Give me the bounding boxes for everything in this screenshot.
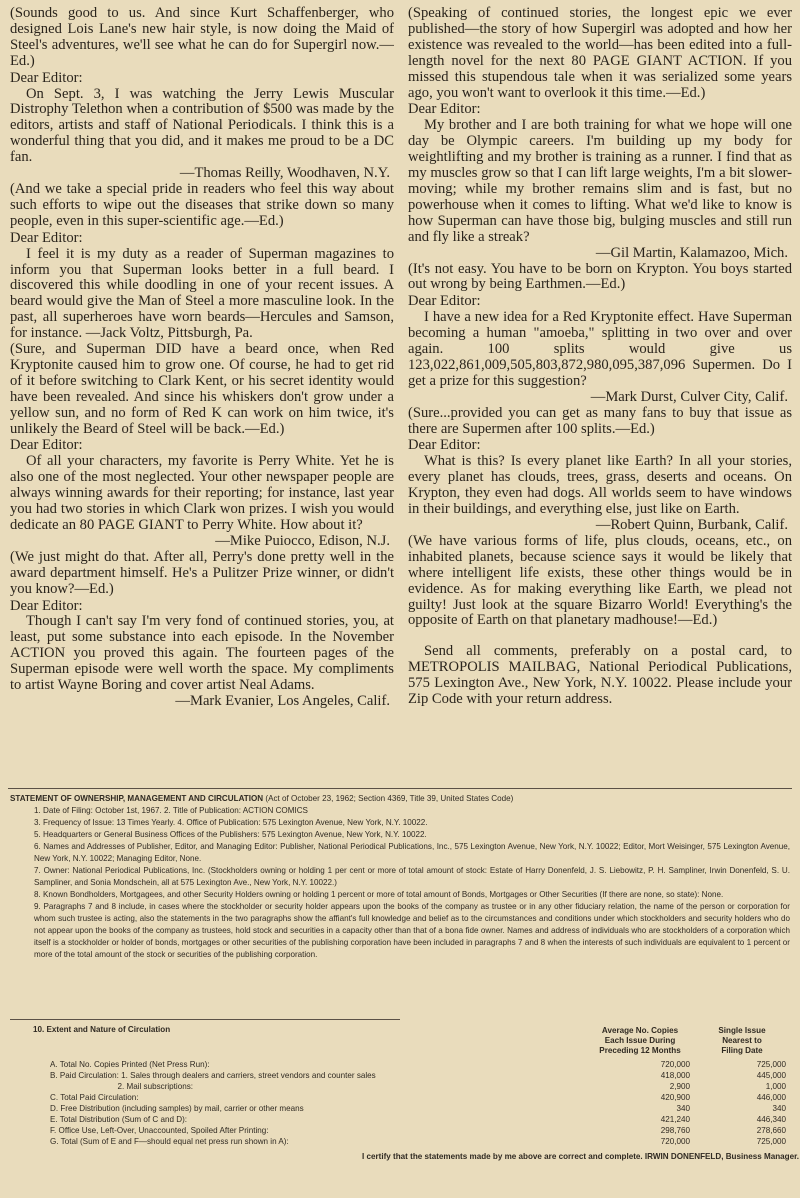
single-header-line: Nearest to: [722, 1036, 762, 1045]
letter-signature: —Mark Durst, Culver City, Calif.: [590, 388, 788, 405]
circulation-single-value: 278,660: [756, 1126, 786, 1135]
editor-reply: (We just might do that. After all, Perry's done pretty well in the award department himself. He's a Pulitzer Prize winner, or didn't you know?—Ed.): [10, 548, 394, 597]
salutation: Dear Editor:: [408, 293, 481, 310]
letter-body: Of all your characters, my favorite is Perry White. Yet he is also one of the most neglected. Your other newspaper people are always winning awards for their reporting; for instance, last year you had two stories in which Clark won prizes. I wish you would dedicate an 80 PAGE GIANT to Perry White. How about it?: [10, 453, 394, 533]
editor-reply: (Sure...provided you can get as many fans to buy that issue as there are Supermen after 100 splits.—Ed.): [408, 404, 792, 437]
circulation-row-label: D. Free Distribution (including samples) by mail, carrier or other means: [50, 1104, 304, 1113]
statement-item: 9. Paragraphs 7 and 8 include, in cases where the stockholder or security holder appears upon the books of the company as trustee or in any other fiduciary relation, the name of the person or corporation for whom such trustee is acting, also the statements in the two paragraphs show the affiant's full knowledge and belief as to the circumstances and conditions under which stockholders and security holders who do not appear upon the books of the company as trustees, hold stock and securities in a capacity other than that of a bona fide owner. Names and address of individuals who are stockholders of a corporation which itself is a stockholder or holder of bonds, mortgages or other securities of the publishing corporation have been included in paragraphs 7 and 8 when the interests of such individuals are equivalent to 1 percent or more of the total amount of the stock or securities of the publishing corporation.: [34, 902, 790, 959]
circulation-single-value: 725,000: [756, 1137, 786, 1146]
statement-item: 1. Date of Filing: October 1st, 1967. 2. Title of Publication: ACTION COMICS: [34, 806, 308, 815]
circulation-row-label: G. Total (Sum of E and F—should equal net press run shown in A):: [50, 1137, 289, 1146]
left-letters-column: [10, 6, 394, 784]
letter-signature: —Robert Quinn, Burbank, Calif.: [595, 517, 788, 533]
avg-header-line: Each Issue During: [604, 1036, 676, 1045]
letter-body: What is this? Is every planet like Earth? In all your stories, every planet has clouds, trees, grass, deserts and oceans. On Krypton, they even had dogs. All worlds seem to have windows in their buildings, and everything else, just like on Earth.: [408, 453, 792, 518]
letter-body: Send all comments, preferably on a postal card, to METROPOLIS MAILBAG, National Periodical Publications, 575 Lexington Ave., New York, N.Y. 10022. Please include your Zip Code with your return address.: [408, 643, 792, 708]
circulation-single-value: 445,000: [756, 1071, 786, 1080]
circulation-avg-value: 421,240: [660, 1115, 690, 1124]
circulation-avg-value: 2,900: [669, 1082, 690, 1091]
salutation: Dear Editor:: [10, 229, 83, 246]
letter-body: On Sept. 3, I was watching the Jerry Lewis Muscular Distrophy Telethon when a contribution of $500 was made by the editors, artists and staff of National Periodicals. I think this is a wonderful thing that you did, and it makes me proud to be a DC fan.: [10, 85, 394, 166]
circulation-single-value: 340: [772, 1104, 786, 1113]
circulation-row-label: C. Total Paid Circulation:: [50, 1093, 139, 1102]
circulation-avg-value: 418,000: [660, 1071, 690, 1080]
circulation-row: [50, 1126, 790, 1136]
letter-signature: —Gil Martin, Kalamazoo, Mich.: [595, 244, 788, 261]
editor-reply: (Speaking of continued stories, the longest epic we ever published—the story of how Supergirl was adopted and how her existence was revealed to the world—has been edited into a full-length novel for the next 80 PAGE GIANT ACTION. If you missed this stupendous tale when it was serialized some years ago, you won't want to overlook it this time.—Ed.): [408, 6, 792, 101]
statement-item: 7. Owner: National Periodical Publications, Inc. (Stockholders owning or holding 1 per cent or more of total amount of stock: Estate of Harry Donenfeld, J. S. Liebowitz, P. H. Sampliner, Irwin Donenfeld, S. U. Sampliner, and Sonia Mondschein, all at 575 Lexington Ave., New York, N.Y. 10022.): [34, 866, 790, 887]
single-header-line: Single Issue: [718, 1026, 766, 1035]
circulation-row: [50, 1082, 790, 1092]
circulation-row: [50, 1060, 790, 1070]
circulation-row: [50, 1137, 790, 1147]
statement-title-line: [10, 793, 790, 805]
avg-header-line: Average No. Copies: [601, 1026, 679, 1035]
circulation-row-label: A. Total No. Copies Printed (Net Press Run):: [50, 1060, 210, 1069]
circulation-avg-value: 720,000: [660, 1060, 690, 1069]
salutation: Dear Editor:: [408, 437, 481, 454]
circulation-avg-value: 298,760: [660, 1126, 690, 1135]
salutation: Dear Editor:: [408, 101, 481, 118]
editor-reply: (Sounds good to us. And since Kurt Schaffenberger, who designed Lois Lane's new hair style, is now doing the Maid of Steel's adventures, we'll see what he can do for Supergirl now.—Ed.): [10, 6, 394, 69]
right-letters-column: [408, 6, 792, 784]
circulation-single-value: 446,340: [756, 1115, 786, 1124]
circulation-row: [50, 1104, 790, 1114]
circulation-avg-value: 340: [676, 1104, 690, 1113]
editor-reply: (Sure, and Superman DID have a beard once, when Red Kryptonite caused him to grow one. Of course, he had to get rid of it before switching to Clark Kent, or his secret identity would have been revealed. And since his whiskers don't grow under a yellow sun, and no form of Red K can work on him twice, it's unlikely the Beard of Steel will be back.—Ed.): [10, 341, 394, 437]
circulation-avg-value: 420,900: [660, 1093, 690, 1102]
circulation-row-label: 2. Mail subscriptions:: [50, 1082, 194, 1091]
avg-header-line: Preceding 12 Months: [599, 1046, 681, 1055]
letter-body: I feel it is my duty as a reader of Superman magazines to inform you that Superman looks better in a full beard. I discovered this while doodling in one of your recent issues. A beard would give the Man of Steel a more masculine look. In the past, all superheroes have worn beards—Hercules and Samson, for instance. —Jack Voltz, Pittsburgh, Pa.: [10, 245, 394, 342]
statement-item: 6. Names and Addresses of Publisher, Editor, and Managing Editor: Publisher, National Periodical Publications, Inc., 575 Lexington Avenue, New York, N.Y. 10022; Editor, Mort Weisinger, 575 Lexington Avenue, New York, N.Y. 10022; Managing Editor, None.: [34, 842, 790, 863]
section-divider: [8, 788, 792, 789]
statement-item: 5. Headquarters or General Business Offices of the Publishers: 575 Lexington Avenue, New York, N.Y. 10022.: [34, 830, 427, 839]
letters-columns: [10, 6, 792, 784]
letter-body: My brother and I are both training for what we hope will one day be Olympic careers. I'm building up my body for weightlifting and my brother is training as a runner. I find that as my muscles grow so that I can lift large weights, I'm a bit slower-moving; while my brother remains slim and is fast, but no powerhouse when it comes to lifting. What we'd like to know is how Superman can have those big, bulging muscles and still run and fly like a streak?: [408, 117, 792, 245]
single-issue-header: [692, 1026, 792, 1056]
circulation-row-label: E. Total Distribution (Sum of C and D):: [50, 1115, 188, 1124]
circulation-row-label: B. Paid Circulation: 1. Sales through dealers and carriers, street vendors and counter sales: [50, 1071, 376, 1080]
circulation-row-label: F. Office Use, Left-Over, Unaccounted, Spoiled After Printing:: [50, 1126, 269, 1135]
salutation: Dear Editor:: [10, 437, 83, 454]
statement-item: 3. Frequency of Issue: 13 Times Yearly. 4. Office of Publication: 575 Lexington Avenue, New York, N.Y. 10022.: [34, 818, 428, 827]
ownership-statement: [10, 793, 790, 961]
salutation: Dear Editor:: [10, 69, 83, 86]
certification-line: I certify that the statements made by me above are correct and complete. IRWIN DONENFELD, Business Manager.: [362, 1152, 800, 1161]
statement-title: STATEMENT OF OWNERSHIP, MANAGEMENT AND CIRCULATION: [10, 794, 264, 803]
circulation-single-value: 725,000: [756, 1060, 786, 1069]
circulation-row: [50, 1115, 790, 1125]
letter-body: I have a new idea for a Red Kryptonite effect. Have Superman becoming a human "amoeba," splitting in two over and over again. 100 splits would give us 123,022,861,009,505,803,872,980,095,387,096 Supermen. Do I get a prize for this suggestion?: [408, 309, 792, 389]
statement-title-note: (Act of October 23, 1962; Section 4369, Title 39, United States Code): [265, 794, 514, 803]
editor-reply: (We have various forms of life, plus clouds, oceans, etc., on inhabited planets, because science says it would be likely that where intelligent life exists, these other things would be in evidence. As for making everything like Earth, we plead not guilty! Just look at the square Bizarro World! Everything's the opposite of Earth on that planetary madhouse!—Ed.): [408, 532, 792, 629]
editor-reply: (It's not easy. You have to be born on Krypton. You boys started out wrong by being Earthmen.—Ed.): [408, 260, 792, 293]
letter-signature: —Mike Puiocco, Edison, N.J.: [215, 532, 390, 549]
letter-body: Though I can't say I'm very fond of continued stories, you, at least, put some substance into each episode. In the November ACTION you proved this again. The fourteen pages of the Superman episode were well worth the space. My compliments to artist Wayne Boring and cover artist Neal Adams.: [10, 613, 394, 694]
circulation-row: [50, 1071, 790, 1081]
circulation-heading: 10. Extent and Nature of Circulation: [33, 1025, 171, 1034]
column-spacer: [408, 630, 792, 644]
statement-lines: [10, 805, 790, 961]
avg-copies-header: [590, 1026, 690, 1056]
editor-reply: (And we take a special pride in readers who feel this way about such efforts to wipe out the diseases that strike down so many people, even in this super-scientific age.—Ed.): [10, 180, 394, 229]
circulation-single-value: 446,000: [756, 1093, 786, 1102]
statement-underline: [10, 1019, 400, 1020]
circulation-row: [50, 1093, 790, 1103]
salutation: Dear Editor:: [10, 597, 83, 614]
letter-signature: —Mark Evanier, Los Angeles, Calif.: [175, 692, 390, 709]
circulation-single-value: 1,000: [765, 1082, 786, 1091]
circulation-avg-value: 720,000: [660, 1137, 690, 1146]
statement-item: 8. Known Bondholders, Mortgagees, and other Security Holders owning or holding 1 percent or more of total amount of Bonds, Mortgages or Other Securities (If there are none, so state): None.: [34, 890, 724, 899]
letter-signature: —Thomas Reilly, Woodhaven, N.Y.: [179, 165, 390, 182]
single-header-line: Filing Date: [721, 1046, 763, 1055]
